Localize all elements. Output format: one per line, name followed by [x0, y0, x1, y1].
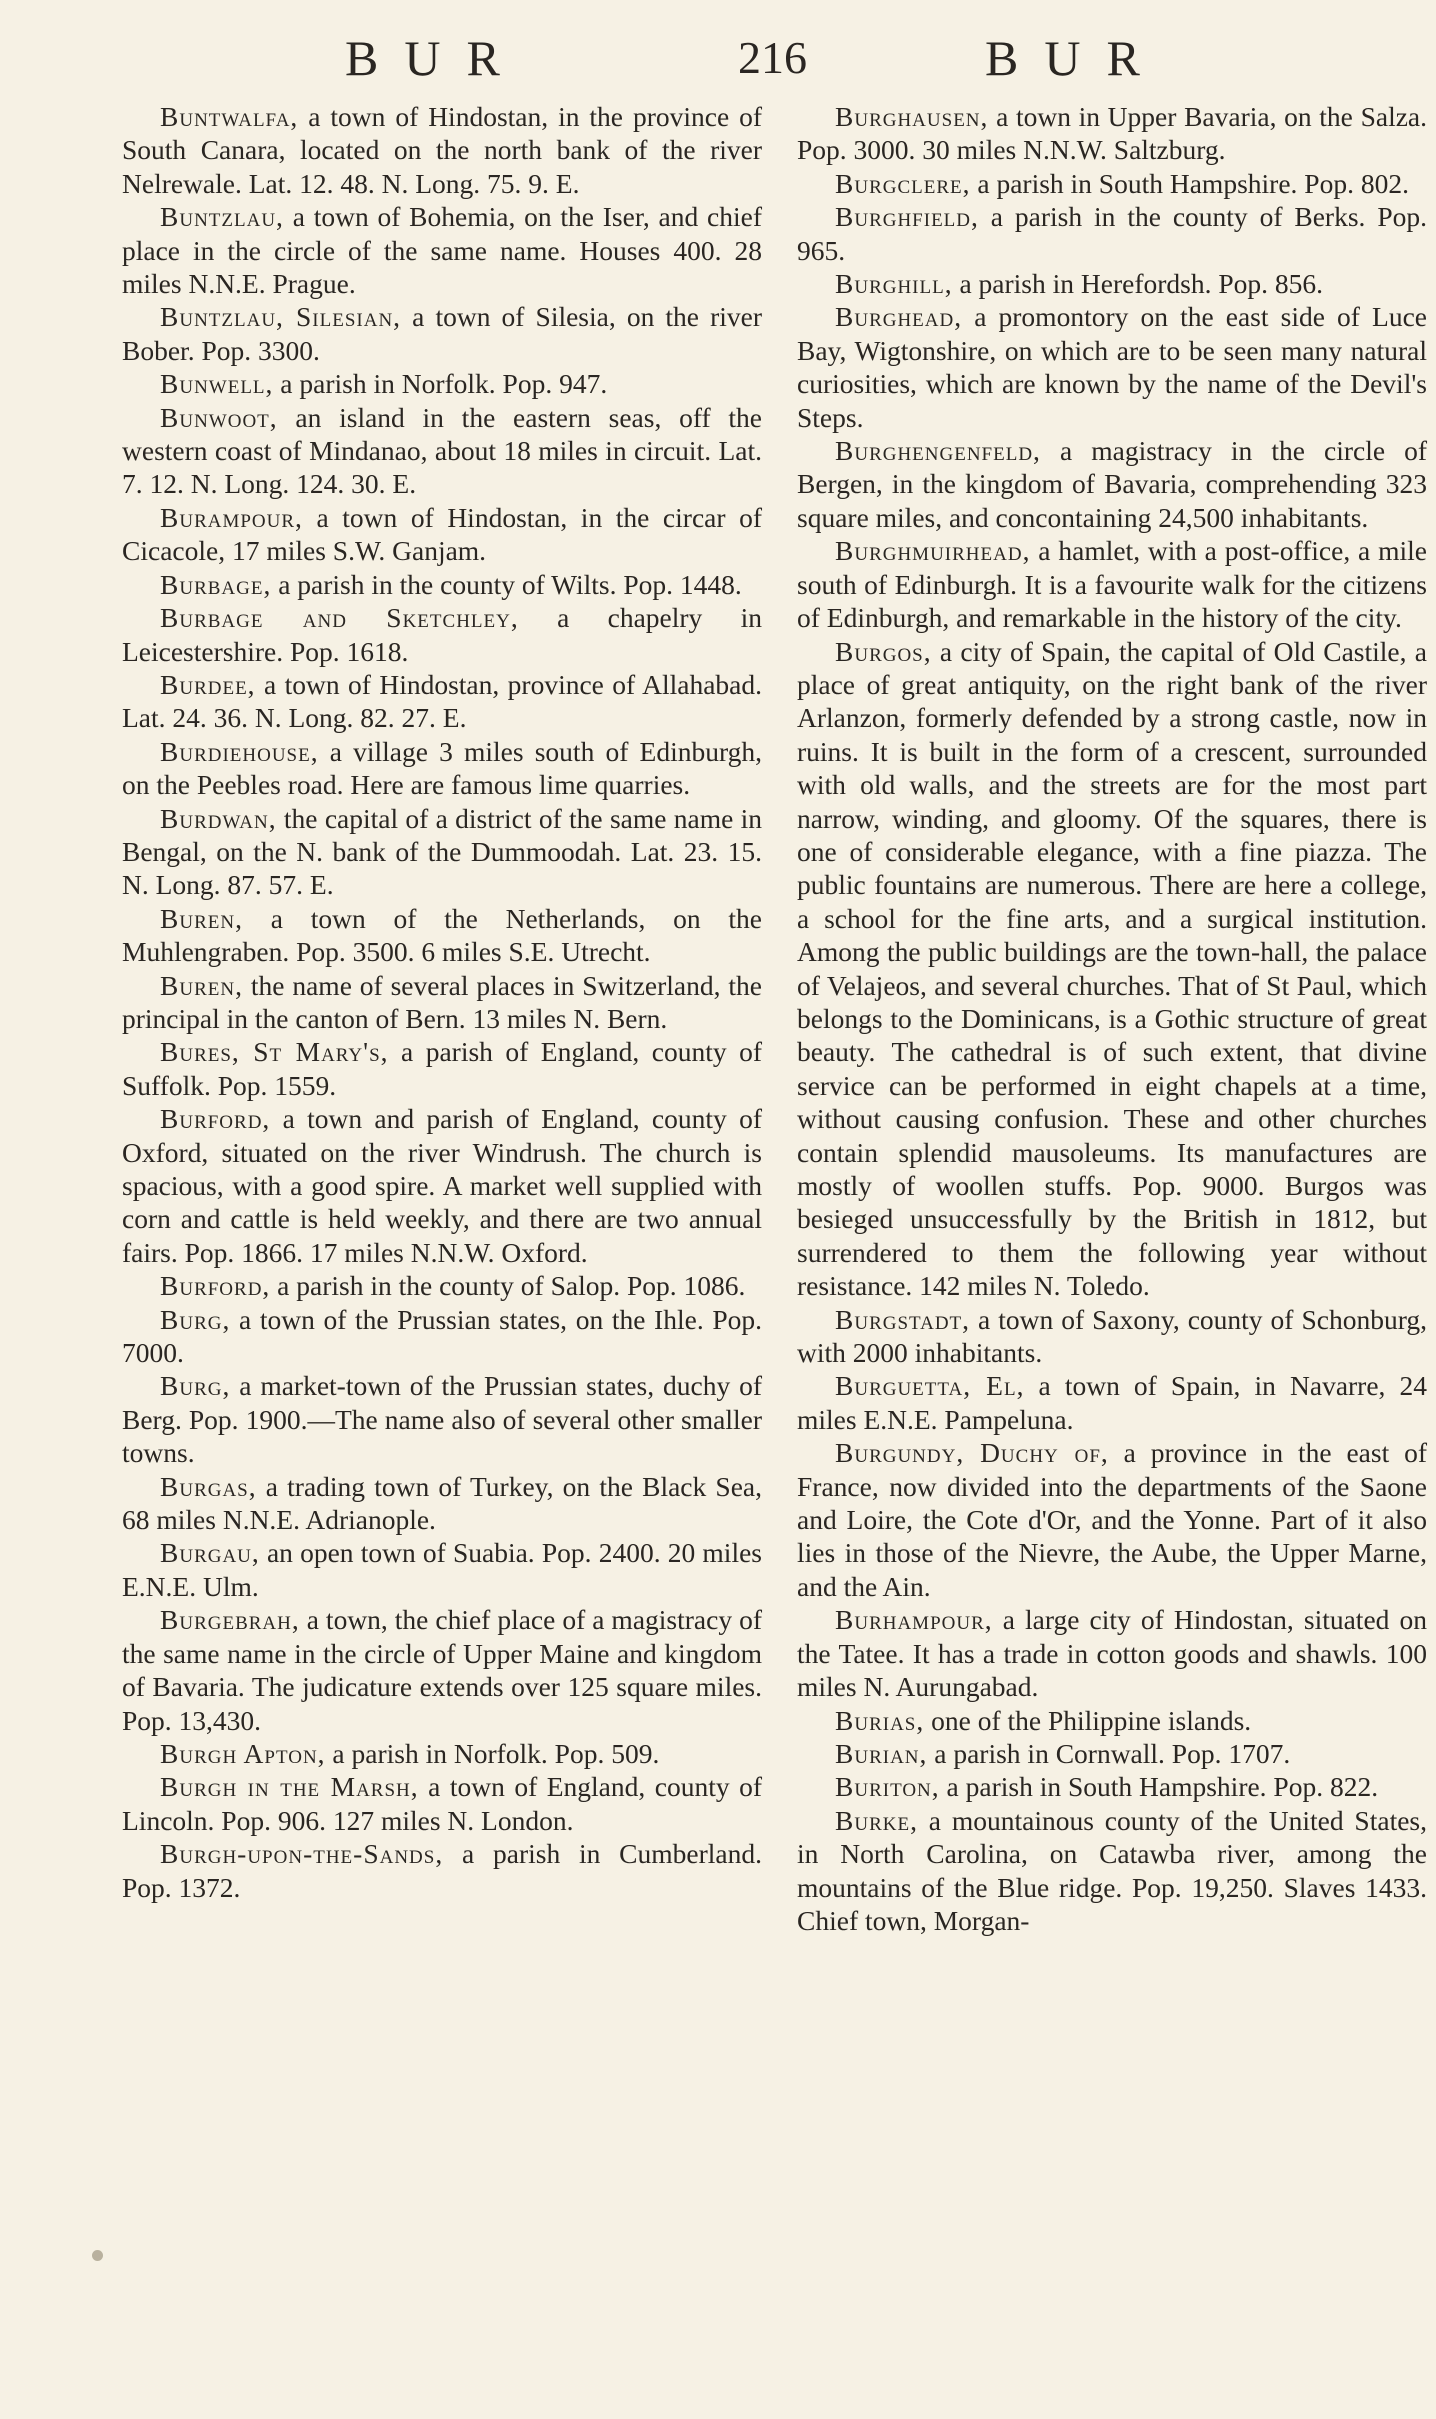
entry-headword: Burias, — [835, 1704, 925, 1736]
gazetteer-entry — [797, 200, 1427, 267]
entry-text: a town and parish of England, county of Oxford, situated on the river Windrush. The church is spacious, with a good spire. A market well supplied with corn and cattle is held weekly, and there are two annual fairs. Pop. 1866. 17 miles N.N.W. Oxford. — [122, 1103, 762, 1268]
entry-headword: Burampour, — [160, 501, 303, 533]
gazetteer-entry — [797, 635, 1427, 1303]
entry-headword: Buren, — [160, 902, 243, 934]
entry-text: a trading town of Turkey, on the Black Sea, 68 miles N.N.E. Adrianople. — [122, 1470, 762, 1536]
entry-text: an island in the eastern seas, off the western coast of Mindanao, about 18 miles in circuit. Lat. 7. 12. N. Long. 124. 30. E. — [122, 401, 762, 500]
gazetteer-entry — [797, 1369, 1427, 1436]
entry-text: a market-town of the Prussian states, duchy of Berg. Pop. 1900.—The name also of several other smaller towns. — [122, 1370, 762, 1469]
gazetteer-entry — [122, 668, 762, 735]
entry-text: a town in Upper Bavaria, on the Salza. Pop. 3000. 30 miles N.N.W. Saltzburg. — [797, 101, 1427, 166]
page-number: 216 — [738, 32, 807, 83]
entry-headword: Buntzlau, — [160, 201, 284, 233]
entry-text: the capital of a district of the same name in Bengal, on the N. bank of the Dummoodah. Lat. 23. 15. N. Long. 87. 57. E. — [122, 802, 762, 901]
entry-headword: Bunwoot, — [160, 401, 278, 433]
entry-headword: Burguetta, El, — [835, 1370, 1025, 1402]
entry-text: a town, the chief place of a magistracy of the same name in the circle of Upper Maine and kingdom of Bavaria. The judicature extends over 125 square miles. Pop. 13,430. — [122, 1604, 762, 1736]
entry-text: a town of the Prussian states, on the Ihle. Pop. 7000. — [122, 1303, 762, 1369]
entry-text: a town of Hindostan, province of Allahabad. Lat. 24. 36. N. Long. 82. 27. E. — [122, 668, 762, 734]
entry-headword: Buriton, — [835, 1771, 940, 1803]
entry-headword: Burgundy, Duchy of, — [835, 1437, 1109, 1469]
entry-headword: Burdiehouse, — [160, 735, 319, 767]
gazetteer-entry — [122, 1035, 762, 1102]
entry-text: a parish in Cornwall. Pop. 1707. — [927, 1737, 1291, 1769]
entry-headword: Burghfield, — [835, 201, 979, 233]
gazetteer-entry — [122, 601, 762, 668]
gazetteer-entry — [797, 1303, 1427, 1370]
entry-headword: Buntwalfa, — [160, 101, 299, 132]
gazetteer-entry — [797, 534, 1427, 634]
entry-headword: Bunwell, — [160, 368, 274, 400]
entry-text: a chapelry in Leicestershire. Pop. 1618. — [122, 602, 762, 667]
entry-text: a town of England, county of Lincoln. Pop. 906. 127 miles N. London. — [122, 1771, 763, 1836]
entry-headword: Burg, — [160, 1370, 231, 1402]
entry-headword: Burgos, — [835, 635, 932, 667]
entry-headword: Bures, St Mary's, — [160, 1036, 389, 1068]
gazetteer-entry — [797, 100, 1427, 167]
entry-headword: Buren, — [160, 969, 243, 1001]
entry-text: a parish in Norfolk. Pop. 947. — [273, 368, 608, 400]
entry-headword: Burg, — [160, 1303, 231, 1335]
gazetteer-entry — [797, 1704, 1427, 1737]
entry-text: an open town of Suabia. Pop. 2400. 20 miles E.N.E. Ulm. — [122, 1537, 762, 1602]
gazetteer-entry — [122, 1303, 762, 1370]
entry-text: a parish in Norfolk. Pop. 509. — [325, 1737, 660, 1769]
entry-headword: Burgh-upon-the-Sands, — [160, 1838, 444, 1870]
entry-headword: Burghead, — [835, 301, 963, 333]
gazetteer-entry — [797, 267, 1427, 300]
entry-text: a town of Hindostan, in the circar of Cicacole, 17 miles S.W. Ganjam. — [122, 501, 762, 567]
gazetteer-entry — [122, 1737, 762, 1770]
gazetteer-entry — [122, 1603, 762, 1737]
entry-text: a town of the Netherlands, on the Muhlengraben. Pop. 3500. 6 miles S.E. Utrecht. — [122, 902, 762, 968]
entry-text: a village 3 miles south of Edinburgh, on the Peebles road. Here are famous lime quarries. — [122, 735, 762, 801]
entry-text: a promontory on the east side of Luce Bay, Wigtonshire, on which are to be seen many natural curiosities, which are known by the name of the Devil's Steps. — [797, 301, 1427, 433]
gazetteer-entry — [122, 902, 762, 969]
gazetteer-entry — [122, 735, 762, 802]
gazetteer-entry — [122, 200, 762, 300]
entry-text: a parish of England, county of Suffolk. Pop. 1559. — [122, 1036, 763, 1101]
entry-text: a province in the east of France, now divided into the departments of the Saone and Loire, the Cote d'Or, and the Yonne. Part of it also lies in those of the Nievre, the Aube, the Upper Marne, and the Ain. — [797, 1437, 1427, 1602]
gazetteer-entry — [797, 1770, 1427, 1803]
entry-headword: Burke, — [835, 1804, 918, 1836]
entry-headword: Burdwan, — [160, 802, 277, 834]
entry-text: a town of Spain, in Navarre, 24 miles E.N.E. Pampeluna. — [797, 1370, 1428, 1435]
gazetteer-entry — [122, 1536, 762, 1603]
entry-text: a hamlet, with a post-office, a mile south of Edinburgh. It is a favourite walk for the citizens of Edinburgh, and remarkable in the history of the city. — [797, 535, 1427, 634]
gazetteer-entry — [122, 802, 762, 902]
entry-headword: Burgebrah, — [160, 1604, 300, 1636]
gazetteer-entry — [122, 1102, 762, 1269]
entry-text: a town of Hindostan, in the province of South Canara, located on the north bank of the river Nelrewale. Lat. 12. 48. N. Long. 75. 9. E. — [122, 101, 762, 199]
gazetteer-entry — [797, 1804, 1427, 1938]
entry-headword: Burbage and Sketchley, — [160, 602, 519, 634]
entry-headword: Buntzlau, Silesian, — [160, 301, 402, 333]
entry-headword: Burgas, — [160, 1470, 257, 1502]
gazetteer-entry — [122, 501, 762, 568]
gazetteer-entry — [797, 167, 1427, 200]
gazetteer-entry — [797, 300, 1427, 434]
gazetteer-entry — [122, 969, 762, 1036]
entry-headword: Burgh Apton, — [160, 1737, 326, 1769]
left-column — [122, 100, 762, 1904]
entry-text: a parish in the county of Salop. Pop. 1086. — [270, 1270, 746, 1302]
entry-headword: Burford, — [160, 1270, 271, 1302]
running-head-left: BUR — [345, 30, 526, 86]
gazetteer-entry — [122, 568, 762, 601]
gazetteer-entry — [122, 100, 762, 200]
entry-text: one of the Philippine islands. — [924, 1704, 1252, 1736]
entry-headword: Burgclere, — [835, 167, 971, 199]
gazetteer-entry — [122, 401, 762, 501]
gazetteer-entry — [122, 1770, 762, 1837]
entry-text: a town of Silesia, on the river Bober. Pop. 3300. — [122, 301, 763, 366]
entry-text: a parish in the county of Berks. Pop. 965. — [797, 201, 1427, 266]
entry-headword: Burford, — [160, 1103, 271, 1135]
gazetteer-entry — [122, 1837, 762, 1904]
running-head-right: BUR — [985, 30, 1166, 86]
gazetteer-entry — [122, 300, 762, 367]
entry-headword: Burghmuirhead, — [835, 535, 1031, 567]
entry-text: a parish in South Hampshire. Pop. 802. — [970, 167, 1409, 199]
entry-headword: Burgstadt, — [835, 1303, 971, 1335]
entry-text: a parish in Cumberland. Pop. 1372. — [122, 1838, 762, 1903]
page-header — [0, 28, 1436, 88]
gazetteer-entry — [122, 1269, 762, 1302]
entry-text: a magistracy in the circle of Bergen, in the kingdom of Bavaria, comprehending 323 square miles, and concontaining 24,500 inhabitants. — [797, 435, 1427, 533]
gazetteer-entry — [797, 1737, 1427, 1770]
entry-headword: Burian, — [835, 1737, 928, 1769]
gazetteer-entry — [122, 367, 762, 400]
entry-headword: Burgh in the Marsh, — [160, 1771, 419, 1803]
entry-headword: Burhampour, — [835, 1604, 993, 1636]
ink-spot — [92, 2250, 103, 2261]
entry-headword: Burghill, — [835, 268, 953, 300]
gazetteer-entry — [122, 1369, 762, 1469]
entry-text: a parish in South Hampshire. Pop. 822. — [939, 1771, 1379, 1803]
entry-text: a town of Bohemia, on the Iser, and chief place in the circle of the same name. Houses 400. 28 miles N.N.E. Prague. — [122, 201, 762, 300]
entry-text: a town of Saxony, county of Schonburg, with 2000 inhabitants. — [797, 1303, 1427, 1369]
entry-text: a large city of Hindostan, situated on the Tatee. It has a trade in cotton goods and shawls. 100 miles N. Aurungabad. — [797, 1604, 1427, 1703]
entry-text: a parish in the county of Wilts. Pop. 1448. — [271, 568, 742, 600]
gazetteer-entry — [797, 1603, 1427, 1703]
gazetteer-entry — [122, 1470, 762, 1537]
gazetteer-entry — [797, 434, 1427, 534]
entry-text: a parish in Herefordsh. Pop. 856. — [952, 268, 1324, 300]
right-column — [797, 100, 1427, 1937]
entry-text: a mountainous county of the United States, in North Carolina, on Catawba river, among the mountains of the Blue ridge. Pop. 19,250. Slaves 1433. Chief town, Morgan- — [797, 1804, 1427, 1936]
entry-headword: Burghausen, — [835, 101, 989, 132]
entry-headword: Burdee, — [160, 668, 256, 700]
entry-headword: Burgau, — [160, 1537, 260, 1569]
entry-headword: Burbage, — [160, 568, 272, 600]
entry-headword: Burghengenfeld, — [835, 435, 1041, 467]
entry-text: a city of Spain, the capital of Old Castile, a place of great antiquity, on the right bank of the river Arlanzon, formerly defended by a strong castle, now in ruins. It is built in the form of a crescent, surrounded with old walls, and the streets are for the most part narrow, winding, and gloomy. Of the squares, there is one of considerable elegance, with a fine piazza. The public fountains are numerous. There are here a college, a school for the fine arts, and a surgical institution. Among the public buildings are the town-hall, the palace of Velajeos, and several churches. That of St Paul, which belongs to the Dominicans, is a Gothic structure of great beauty. The cathedral is of such extent, that divine service can be performed in eight chapels at a time, without causing confusion. These and other churches contain splendid mausoleums. Its manufactures are mostly of woollen stuffs. Pop. 9000. Burgos was besieged unsuccessfully by the British in 1812, but surrendered to them the following year without resistance. 142 miles N. Toledo. — [797, 635, 1427, 1302]
gazetteer-entry — [797, 1436, 1427, 1603]
entry-text: the name of several places in Switzerland, the principal in the canton of Bern. 13 miles N. Bern. — [122, 969, 762, 1034]
